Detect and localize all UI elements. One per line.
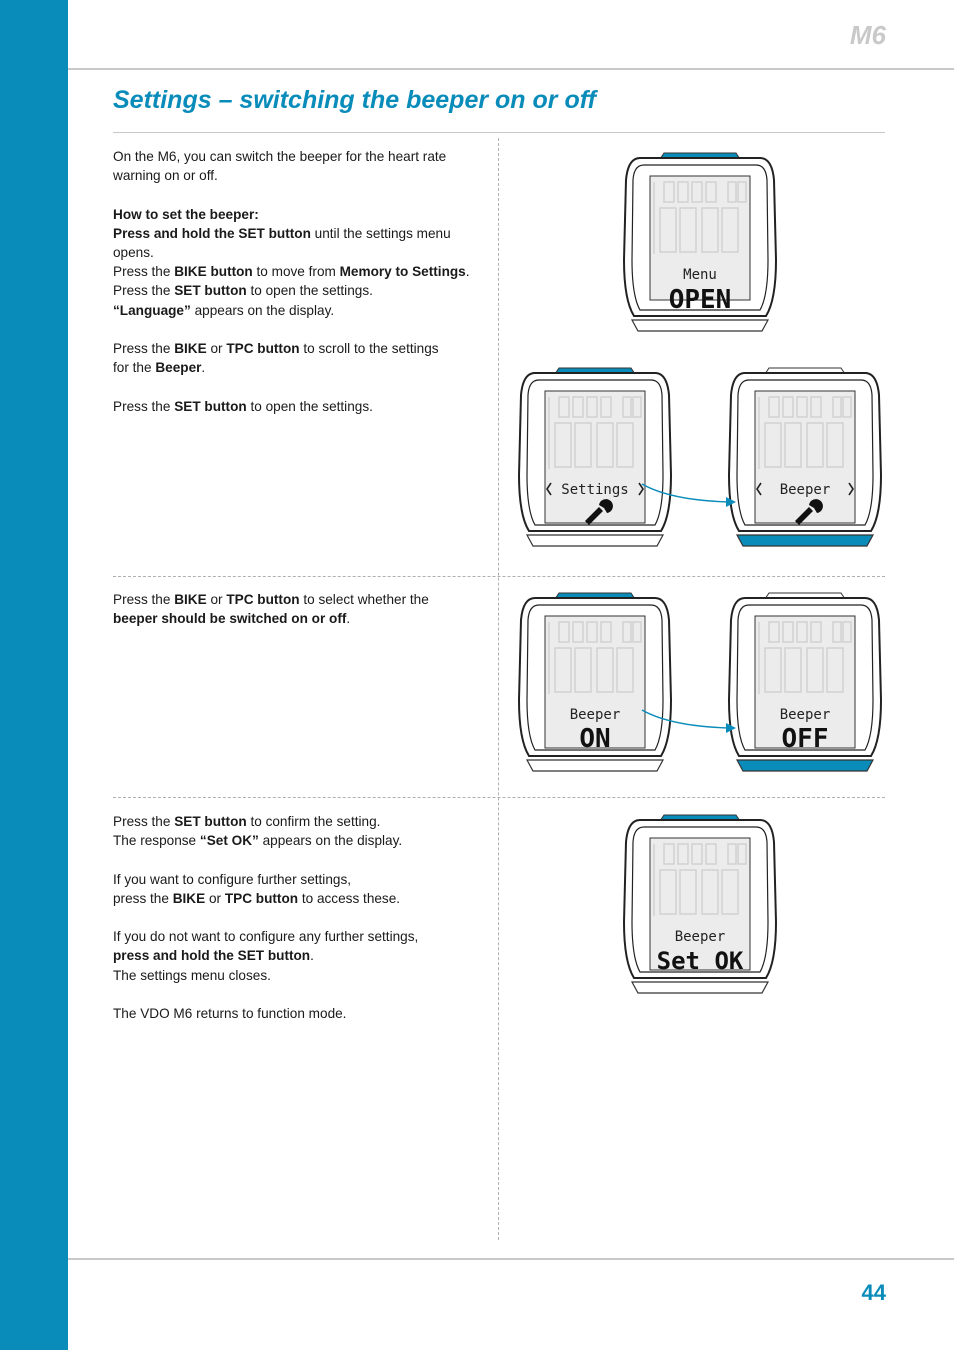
text-line: Press the SET button to open the settings. xyxy=(113,398,373,414)
text-line: The settings menu closes. xyxy=(113,967,271,983)
text-line: warning on or off. xyxy=(113,168,218,184)
header-rule xyxy=(68,68,954,70)
section-2-text xyxy=(113,590,485,628)
how-to-heading: How to set the beeper: xyxy=(113,206,259,222)
text-line: beeper should be switched on or off. xyxy=(113,611,351,627)
text-line: Press the SET button to confirm the setting. xyxy=(113,814,381,829)
device-beeper-set-ok xyxy=(620,812,780,997)
column-divider xyxy=(498,138,499,1240)
bottom-button xyxy=(632,320,768,331)
text-line: The response “Set OK” appears on the display. xyxy=(113,833,403,849)
page-title: Settings – switching the beeper on or off xyxy=(113,86,596,114)
arrow-settings-to-beeper xyxy=(640,480,740,520)
text-line: press the BIKE or TPC button to access these. xyxy=(113,890,401,906)
lcd-big-text: Set OK xyxy=(656,947,744,975)
text-line: Press the SET button to open the settings. xyxy=(113,283,373,299)
text-line: If you want to configure further settings, xyxy=(113,871,352,887)
section-3-text xyxy=(113,812,485,1023)
lcd-small-text: Beeper xyxy=(779,707,831,723)
bottom-button xyxy=(632,982,768,993)
text-line: Press the BIKE or TPC button to select whether the xyxy=(113,592,429,607)
text-line: Press the BIKE button to move from Memory to Settings. xyxy=(113,264,470,280)
bottom-button xyxy=(737,760,873,771)
bottom-button xyxy=(527,760,663,771)
text-line: “Language” appears on the display. xyxy=(113,302,335,318)
page-number: 44 xyxy=(861,1280,886,1305)
lcd-small-text: Beeper xyxy=(674,929,726,945)
bottom-button xyxy=(737,535,873,546)
lcd-big-text: OFF xyxy=(781,724,829,754)
sidebar-band xyxy=(0,0,68,1350)
text-line: If you do not want to configure any further settings, xyxy=(113,929,419,945)
lcd-big-text: ON xyxy=(579,724,611,754)
section-1-text xyxy=(113,147,485,416)
bottom-button xyxy=(527,535,663,546)
text-line: On the M6, you can switch the beeper for the heart rate xyxy=(113,149,447,164)
text-line: press and hold the SET button. xyxy=(113,948,314,964)
model-label: M6 xyxy=(849,20,886,50)
lcd-screen xyxy=(755,391,855,523)
lcd-big-text: OPEN xyxy=(668,285,732,315)
device-beeper-on xyxy=(515,590,675,775)
device-beeper xyxy=(725,365,885,550)
text-line: for the Beeper. xyxy=(113,360,206,376)
lcd-screen xyxy=(545,391,645,523)
lcd-small-text: Beeper xyxy=(779,482,831,498)
text-line: Press the BIKE or TPC button to scroll to the settings xyxy=(113,341,439,356)
section-divider-2 xyxy=(113,797,885,798)
text-line: Press and hold the SET button until the settings menu xyxy=(113,225,451,241)
text-line: opens. xyxy=(113,245,154,260)
title-rule xyxy=(113,132,885,133)
device-settings xyxy=(515,365,675,550)
lcd-small-text: Menu xyxy=(683,267,717,283)
lcd-small-text: Settings xyxy=(561,482,629,498)
text-line: The VDO M6 returns to function mode. xyxy=(113,1005,347,1021)
lcd-small-text: Beeper xyxy=(569,707,621,723)
device-menu-open xyxy=(620,150,780,335)
footer-rule xyxy=(68,1258,954,1260)
device-beeper-off xyxy=(725,590,885,775)
arrow-on-to-off xyxy=(640,706,740,746)
section-divider-1 xyxy=(113,576,885,577)
